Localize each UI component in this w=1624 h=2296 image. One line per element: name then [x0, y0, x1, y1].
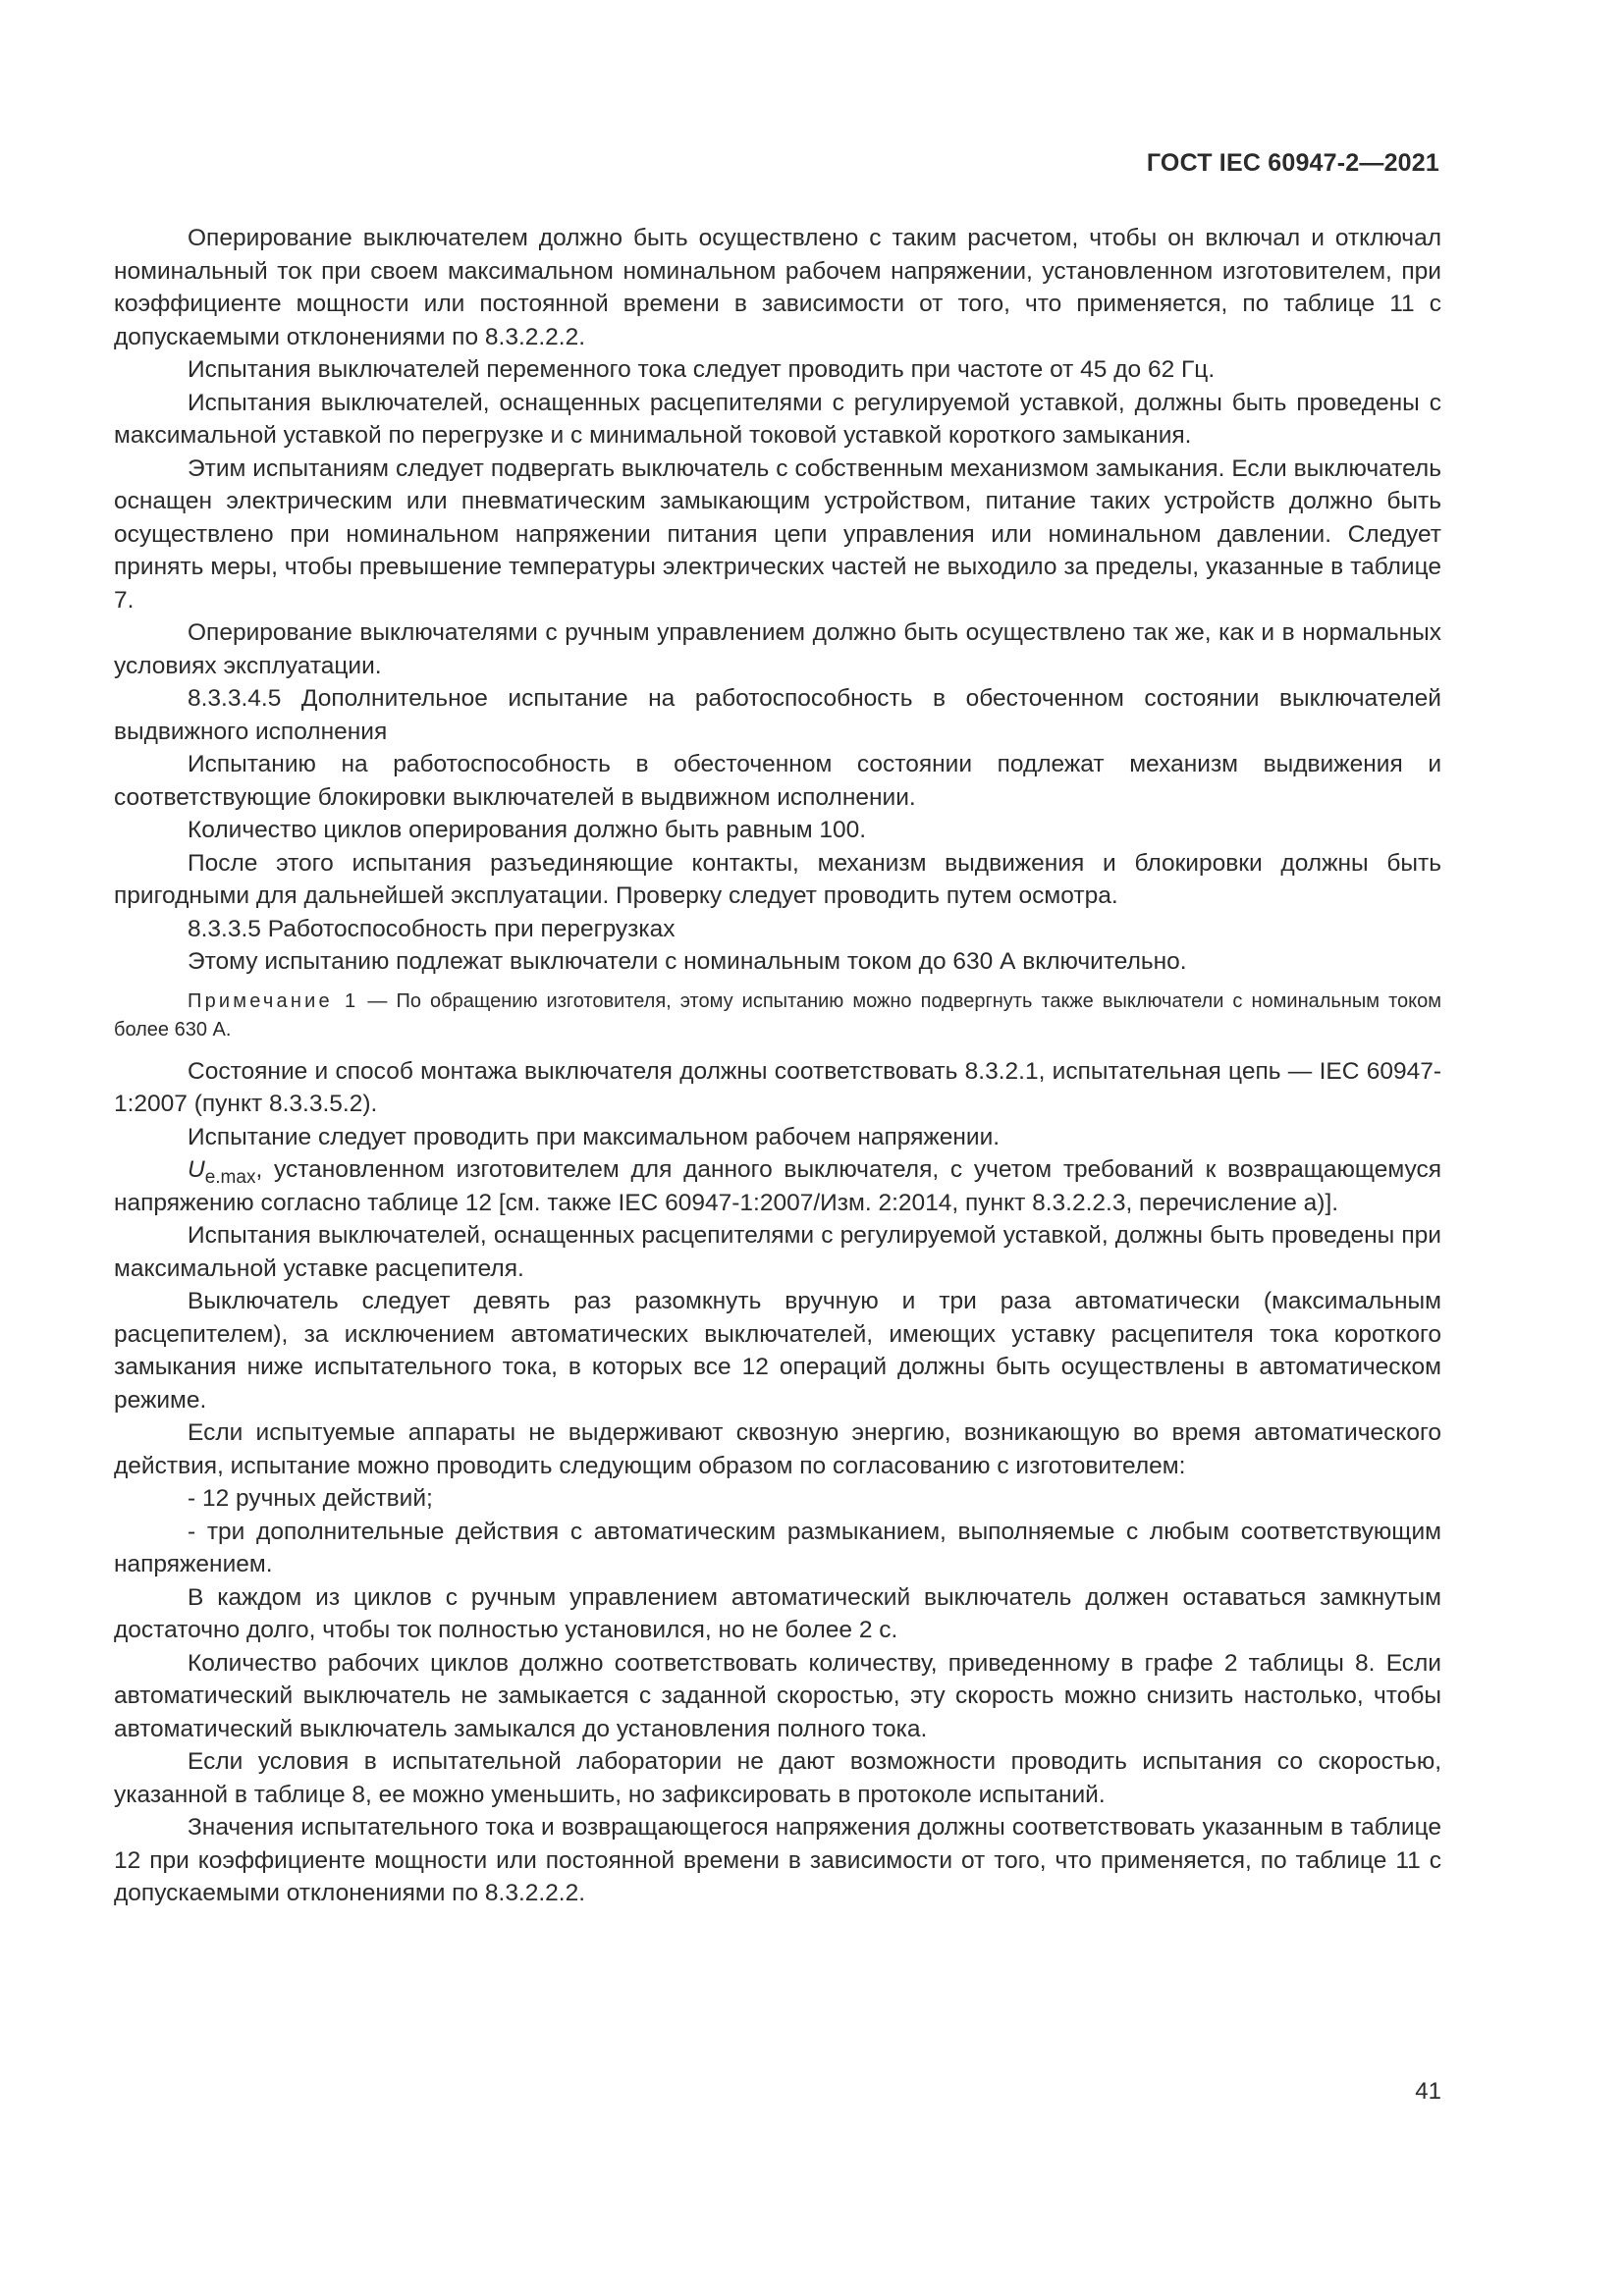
note — [114, 988, 1441, 1045]
document-body — [114, 222, 1441, 1910]
paragraph: Значения испытательного тока и возвращающегося напряжения должны соответствовать указанным в таблице 12 при коэффициенте мощности или постоянной времени в зависимости от того, что применяется, по таблице 11 с допускаемыми отклонениями по 8.3.2.2.2. — [114, 1814, 1441, 1906]
umax-text: , установленном изготовителем для данного выключателя, с учетом требований к возвращающемуся напряжению согласно таблице 12 [см. также IEC 60947-1:2007/Изм. 2:2014, пункт 8.3.2.2.3, перечисление а)]. — [114, 1156, 1441, 1216]
section-heading: 8.3.3.5 Работоспособность при перегрузках — [188, 915, 676, 942]
list-item: - три дополнительные действия с автоматическим размыканием, выполняемые с любым соответствующим напряжением. — [114, 1518, 1441, 1577]
paragraph: Оперирование выключателем должно быть осуществлено с таким расчетом, чтобы он включал и отключал номинальный ток при своем максимальном номинальном рабочем напряжении, установленном изготовителем, при коэффициенте мощности или постоянной времени в зависимости от того, что применяется, по таблице 11 с допускаемыми отклонениями по 8.3.2.2.2. — [114, 225, 1441, 350]
note-label: Примечание 1 — [188, 989, 359, 1012]
paragraph: Этим испытаниям следует подвергать выключатель с собственным механизмом замыкания. Если выключатель оснащен электрическим или пневматическим замыкающим устройством, питание таких устройств должно быть осуществлено при номинальном напряжении питания цепи управления или номинальном давлении. Следует принять меры, чтобы превышение температуры электрических частей не выходило за пределы, указанные в таблице 7. — [114, 454, 1441, 614]
page-number: 41 — [1415, 2078, 1441, 2105]
paragraph: После этого испытания разъединяющие контакты, механизм выдвижения и блокировки должны быть пригодными для дальнейшей эксплуатации. Проверку следует проводить путем осмотра. — [114, 849, 1441, 909]
paragraph: Испытание следует проводить при максимальном рабочем напряжении. — [188, 1123, 1001, 1150]
paragraph: Количество рабочих циклов должно соответствовать количеству, приведенному в графе 2 таблицы 8. Если автоматический выключатель не замыкается с заданной скоростью, эту скорость можно снизить настолько, чтобы автоматический выключатель замыкался до установления полного тока. — [114, 1649, 1441, 1742]
paragraph: Выключатель следует девять раз разомкнуть вручную и три раза автоматически (максимальным расцепителем), за исключением автоматических выключателей, имеющих уставку расцепителя тока короткого замыкания ниже испытательного тока, в которых все 12 операций должны быть осуществлены в автоматическом режиме. — [114, 1288, 1441, 1414]
paragraph: Количество циклов оперирования должно быть равным 100. — [188, 817, 867, 843]
paragraph: Состояние и способ монтажа выключателя должны соответствовать 8.3.2.1, испытательная цепь — IEC 60947-1:2007 (пункт 8.3.3.5.2). — [114, 1057, 1441, 1117]
paragraph: Испытания выключателей, оснащенных расцепителями с регулируемой уставкой, должны быть проведены с максимальной уставкой по перегрузке и с минимальной токовой уставкой короткого замыкания. — [114, 389, 1441, 449]
paragraph: Оперирование выключателями с ручным управлением должно быть осуществлено так же, как и в нормальных условиях эксплуатации. — [114, 619, 1441, 679]
voltage-symbol: U — [188, 1156, 205, 1183]
paragraph: Если испытуемые аппараты не выдерживают сквозную энергию, возникающую во время автоматического действия, испытание можно проводить следующим образом по согласованию с изготовителем: — [114, 1419, 1441, 1479]
voltage-subscript: e.max — [204, 1167, 256, 1188]
note-text: — По обращению изготовителя, этому испытанию можно подвергнуть также выключатели с номинальным током более 630 А. — [114, 989, 1441, 1041]
paragraph: Если условия в испытательной лаборатории не дают возможности проводить испытания со скоростью, указанной в таблице 8, ее можно уменьшить, но зафиксировать в протоколе испытаний. — [114, 1748, 1441, 1808]
paragraph: Этому испытанию подлежат выключатели с номинальным током до 630 А включительно. — [188, 948, 1187, 975]
paragraph: Испытания выключателей переменного тока следует проводить при частоте от 45 до 62 Гц. — [188, 356, 1216, 383]
section-heading: 8.3.3.4.5 Дополнительное испытание на работоспособность в обесточенном состоянии выключателей выдвижного исполнения — [114, 685, 1441, 745]
paragraph: Испытанию на работоспособность в обесточенном состоянии подлежат механизм выдвижения и соответствующие блокировки выключателей в выдвижном исполнении. — [114, 751, 1441, 811]
paragraph: В каждом из циклов с ручным управлением автоматический выключатель должен оставаться замкнутым достаточно долго, чтобы ток полностью установился, но не более 2 с. — [114, 1583, 1441, 1643]
list-item: - 12 ручных действий; — [188, 1485, 433, 1512]
paragraph: Испытания выключателей, оснащенных расцепителями с регулируемой уставкой, должны быть проведены при максимальной уставке расцепителя. — [114, 1222, 1441, 1282]
paragraph-umax — [114, 1153, 1441, 1219]
standard-header: ГОСТ IEC 60947-2—2021 — [1146, 149, 1439, 177]
